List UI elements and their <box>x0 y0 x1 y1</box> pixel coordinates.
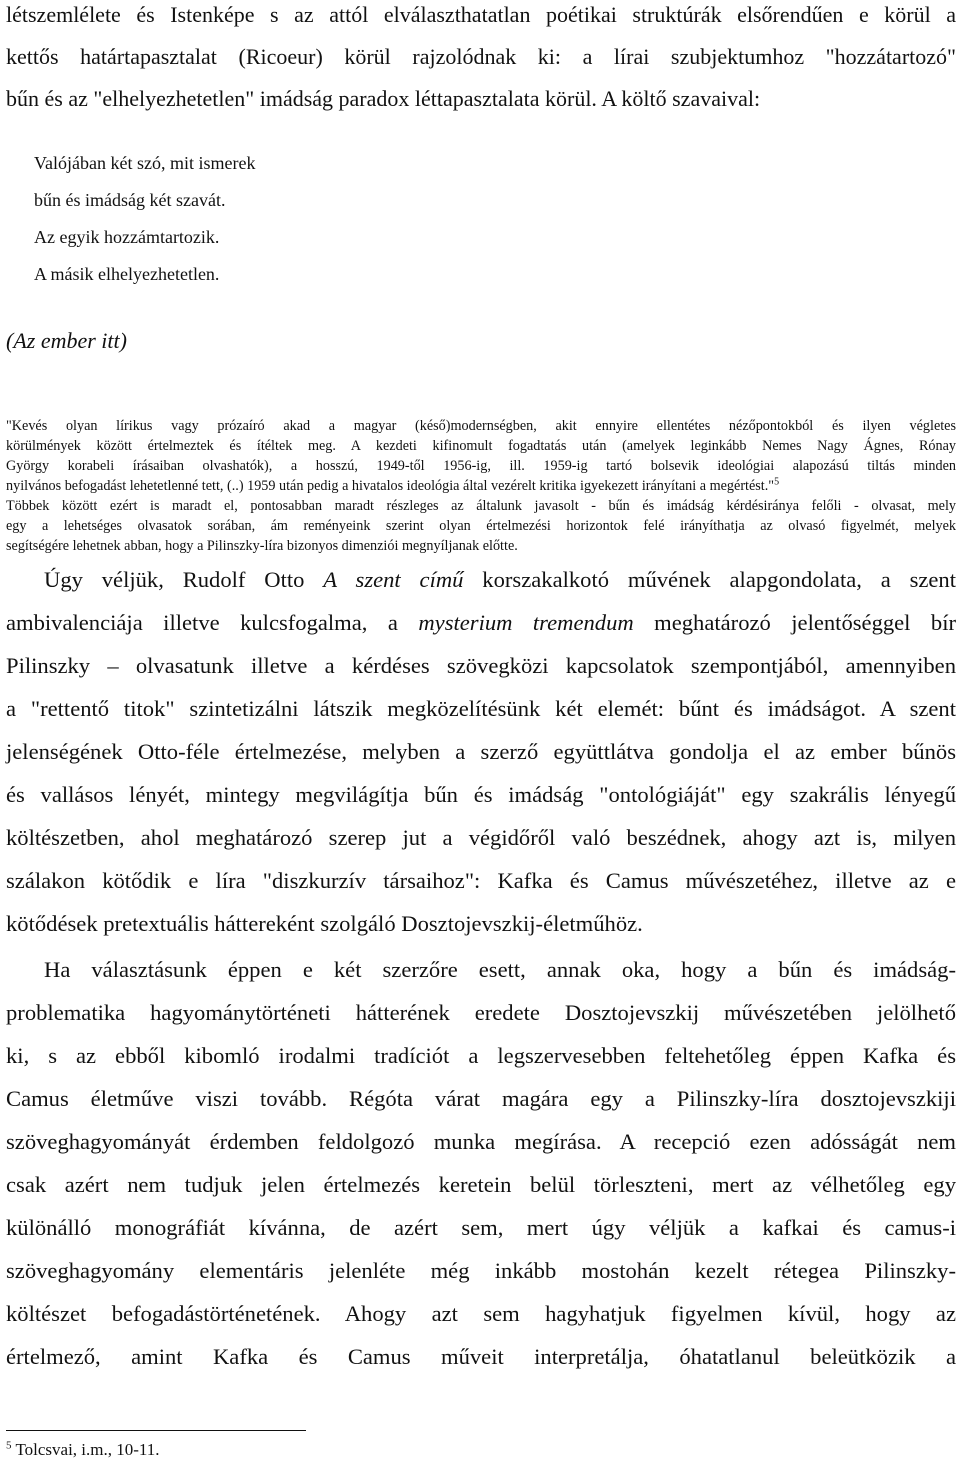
footnote <box>6 1440 160 1460</box>
footnote-number: 5 <box>6 1439 12 1452</box>
quote-line: körülmények között értelmeztek és ítéltek meg. A kezdeti kifinomult fogadtatás után (amelyek leginkább Nemes Nagy Ágnes, Rónay <box>6 438 956 454</box>
footnote-reference[interactable]: 5 <box>774 476 780 488</box>
body-line: különálló monográfiát kívánna, de azért sem, mert úgy véljük a kafkai és camus-i <box>6 1215 956 1240</box>
body-line: kötődések pretextuális háttereként szolgáló Dosztojevszkij-életműhöz. <box>6 911 643 936</box>
body-line: a "rettentő titok" szintetizálni látszik megközelítésünk két elemét: bűnt és imádságot. A szent <box>6 696 956 721</box>
body-text: Úgy véljük, Rudolf Otto <box>44 567 324 592</box>
intro-line: létszemlélete és Istenképe s az attól elválaszthatatlan poétikai struktúrák elsőrendűen e körül a <box>6 2 956 27</box>
body-line: ki, s az ebből kibomló irodalmi tradíciót a legszervesebben feltehetőleg éppen Kafka és <box>6 1043 956 1068</box>
body-line: problematika hagyománytörténeti hátterének eredete Dosztojevszkij művészetében jelölhető <box>6 1000 956 1025</box>
body-text: ambivalenciája illetve kulcsfogalma, a <box>6 610 419 635</box>
quote-line: György korabeli írásaiban olvashatók), a hosszú, 1949-től 1956-ig, ill. 1959-ig tartó bolsevik ideológiai alapozású tiltás minden <box>6 458 956 474</box>
quote-line: egy a lehetséges olvasatok sorában, ám reményeink szerint olyan értelmezési horizontok felé irányíthatja az olvasó figyelmét, melyek <box>6 518 956 534</box>
intro-line: kettős határtapasztalat (Ricoeur) körül rajzolódnak ki: a lírai szubjektumhoz "hozzátartozó" <box>6 44 956 69</box>
intro-line: bűn és az "elhelyezhetetlen" imádság paradox léttapasztalata körül. A költő szavaival: <box>6 86 761 111</box>
body-line: Pilinszky – olvasatunk illetve a kérdéses szövegközi kapcsolatok szempontjából, amennyiben <box>6 653 956 678</box>
quote-line: segítségére lehetnek abban, hogy a Pilinszky-líra bizonyos dimenziói megnyíljanak előtte. <box>6 538 518 554</box>
body-line: szálakon kötődik e líra "diszkurzív társaihoz": Kafka és Camus művészetéhez, illetve az e <box>6 868 956 893</box>
poem-source: (Az ember itt) <box>6 328 127 353</box>
body-line: jelenségének Otto-féle értelmezése, melyben a szerző együttlátva gondolja el az ember bűnös <box>6 739 956 764</box>
body-line: csak azért nem tudjuk jelen értelmezés keretein belül törleszteni, mert az vélhetőleg egy <box>6 1172 956 1197</box>
body-line: és vallásos lényét, mintegy megvilágítja bűn és imádság "ontológiáját" egy szakrális lényegű <box>6 782 956 807</box>
body-line: szöveghagyomány elementáris jelenléte még inkább mostohán kezelt rétegea Pilinszky- <box>6 1258 956 1283</box>
quote-line-text: nyilvános befogadást lehetetlenné tett, (..) 1959 után pedig a hivatalos ideológia által vezérelt kritika igyekezett irányítani a megértést." <box>6 478 775 494</box>
body-line <box>6 610 956 636</box>
poem-line: bűn és imádság két szavát. <box>34 190 226 210</box>
body-line: Ha választásunk éppen e két szerzőre esett, annak oka, hogy a bűn és imádság- <box>44 957 956 982</box>
poem-line: Az egyik hozzámtartozik. <box>34 227 220 247</box>
body-line: költészetben, ahol meghatározó szerep jut a végidőről való beszédnek, ahogy azt is, milyen <box>6 825 956 850</box>
quote-line: "Kevés olyan lírikus vagy prózaíró akad a magyar (késő)modernségben, akit ennyire ellentétes nézőpontokból és ilyen végletes <box>6 418 956 434</box>
body-line: szöveghagyományát érdemben feldolgozó munka megírása. A recepció ezen adósságát nem <box>6 1129 956 1154</box>
quote-line <box>6 478 779 495</box>
italic-term: mysterium tremendum <box>418 610 634 635</box>
footnote-text: Tolcsvai, i.m., 10-11. <box>11 1440 160 1459</box>
body-line: értelmező, amint Kafka és Camus műveit interpretálja, óhatatlanul beleütközik a <box>6 1344 956 1369</box>
body-text: korszakalkotó művének alapgondolata, a szent <box>463 567 957 592</box>
body-line: Camus életműve viszi tovább. Régóta várat magára egy a Pilinszky-líra dosztojevszkiji <box>6 1086 956 1111</box>
body-line <box>44 567 956 593</box>
poem-line: A másik elhelyezhetetlen. <box>34 264 220 284</box>
body-line: költészet befogadástörténetének. Ahogy azt sem hagyhatjuk figyelmen kívül, hogy az <box>6 1301 956 1326</box>
poem-line: Valójában két szó, mit ismerek <box>34 153 256 173</box>
body-text: meghatározó jelentőséggel bír <box>633 610 956 635</box>
quote-line: Többek között ezért is maradt el, pontosabban maradt részleges az általunk javasolt - bűn és imádság kérdésiránya felőli - olvasat, mely <box>6 498 956 514</box>
footnote-separator <box>6 1430 306 1431</box>
italic-title: A szent című <box>323 567 464 592</box>
